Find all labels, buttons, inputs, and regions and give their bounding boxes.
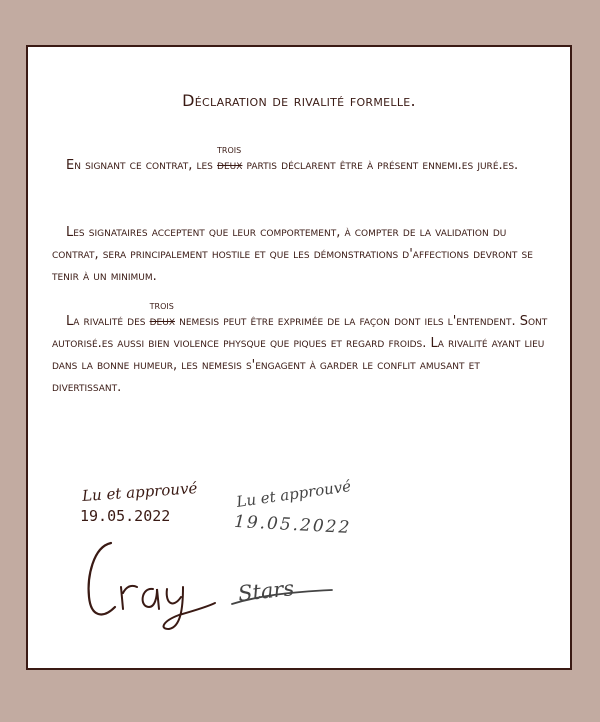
paragraph-3	[52, 298, 552, 399]
p1-text-before: En signant ce contrat, les	[66, 158, 218, 173]
document-title: Déclaration de rivalité formelle.	[182, 91, 416, 110]
right-signature-name: Stars	[236, 576, 296, 606]
p3-struck-word	[149, 298, 175, 329]
right-approval-text: Lu et approuvé	[235, 477, 353, 511]
p2-text: Les signataires acceptent que leur comportement, à compter de la validation du contrat, sera principalement hostile et que les démonstrations d'affections devront se tenir à un minimum.	[52, 225, 533, 284]
p3-text-before: La rivalité des	[66, 314, 150, 329]
right-date-text: 19.05.2022	[233, 511, 352, 539]
paragraph-2	[52, 222, 552, 288]
p1-correction: trois	[217, 142, 242, 156]
left-signature-drawing	[83, 537, 223, 637]
p1-struck-text: deux	[217, 158, 243, 173]
paragraph-1	[52, 142, 552, 177]
p1-text-after: partis déclarent être à présent ennemi.es juré.es.	[242, 158, 519, 173]
contract-paper	[26, 45, 572, 670]
left-date-text: 19.05.2022	[80, 507, 171, 525]
p3-struck-text: deux	[149, 314, 175, 329]
p3-text-after: nemesis peut être exprimée de la façon dont iels l'entendent. Sont autorisé.es aussi bien violence physque que piques et regard froids. La rivalité ayant lieu dans la bonne humeur, les nemesis s'engagent à garder le conflit amusant et divertissant.	[52, 314, 548, 395]
p1-struck-word	[217, 142, 243, 173]
p3-correction: trois	[149, 298, 174, 312]
right-signature-strike	[228, 582, 338, 612]
left-approval-text: Lu et approuvé	[81, 478, 198, 506]
